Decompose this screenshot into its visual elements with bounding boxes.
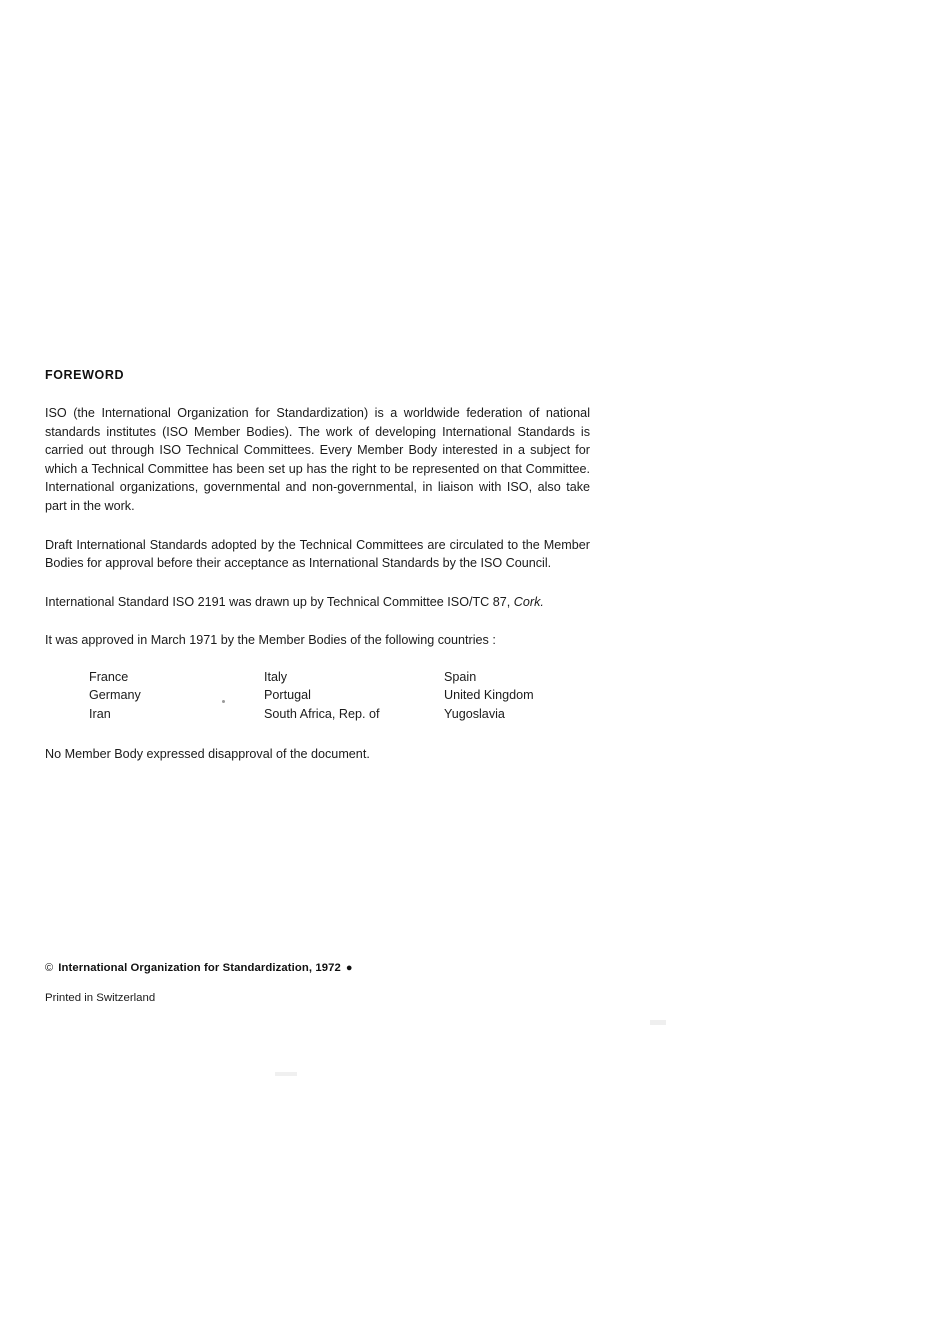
bullet-icon: ● <box>345 962 353 974</box>
scan-artifact <box>275 1072 297 1076</box>
countries-table <box>89 668 589 724</box>
copyright-icon: © <box>45 962 54 974</box>
standard-subject-italic: Cork. <box>513 594 544 609</box>
country-cell: Iran <box>89 706 111 721</box>
countries-list <box>45 668 590 724</box>
country-cell: South Africa, Rep. of <box>264 706 380 721</box>
table-row <box>89 686 589 705</box>
standard-reference-text: International Standard ISO 2191 was drawn up by Technical Committee ISO/TC 87, <box>45 594 514 609</box>
country-cell: Portugal <box>264 688 311 703</box>
country-cell: United Kingdom <box>444 688 534 703</box>
page-footer <box>45 962 645 1004</box>
foreword-paragraph-2: Draft International Standards adopted by the Technical Committees are circulated to the Member Bodies for approval before their acceptance as International Standards by the ISO Council. <box>45 537 590 571</box>
country-cell: France <box>89 669 129 684</box>
approval-line: It was approved in March 1971 by the Member Bodies of the following countries : <box>45 633 496 648</box>
copyright-notice <box>45 962 645 974</box>
ink-speck <box>222 700 225 703</box>
country-cell: Italy <box>264 669 288 684</box>
country-cell: Germany <box>89 688 141 703</box>
printed-in-line: Printed in Switzerland <box>45 992 156 1004</box>
country-cell: Spain <box>444 669 477 684</box>
foreword-paragraph-standard <box>45 593 590 612</box>
page-title: FOREWORD <box>45 368 125 382</box>
copyright-text: International Organization for Standardization, 1972 <box>58 962 341 974</box>
foreword-paragraph-1: ISO (the International Organization for Standardization) is a worldwide federation of national standards institutes (ISO Member Bodies). The work of developing International Standards is carried out through ISO Technical Committees. Every Member Body interested in a subject for which a Technical Committee has been set up has the right to be represented on that Committee. International organizations, governmental and non-governmental, in liaison with ISO, also take part in the work. <box>45 406 590 513</box>
country-cell: Yugoslavia <box>444 706 505 721</box>
disapproval-line: No Member Body expressed disapproval of the document. <box>45 747 370 762</box>
foreword-section <box>45 368 590 764</box>
scan-artifact <box>650 1020 666 1025</box>
table-row <box>89 705 589 724</box>
table-row <box>89 668 589 687</box>
